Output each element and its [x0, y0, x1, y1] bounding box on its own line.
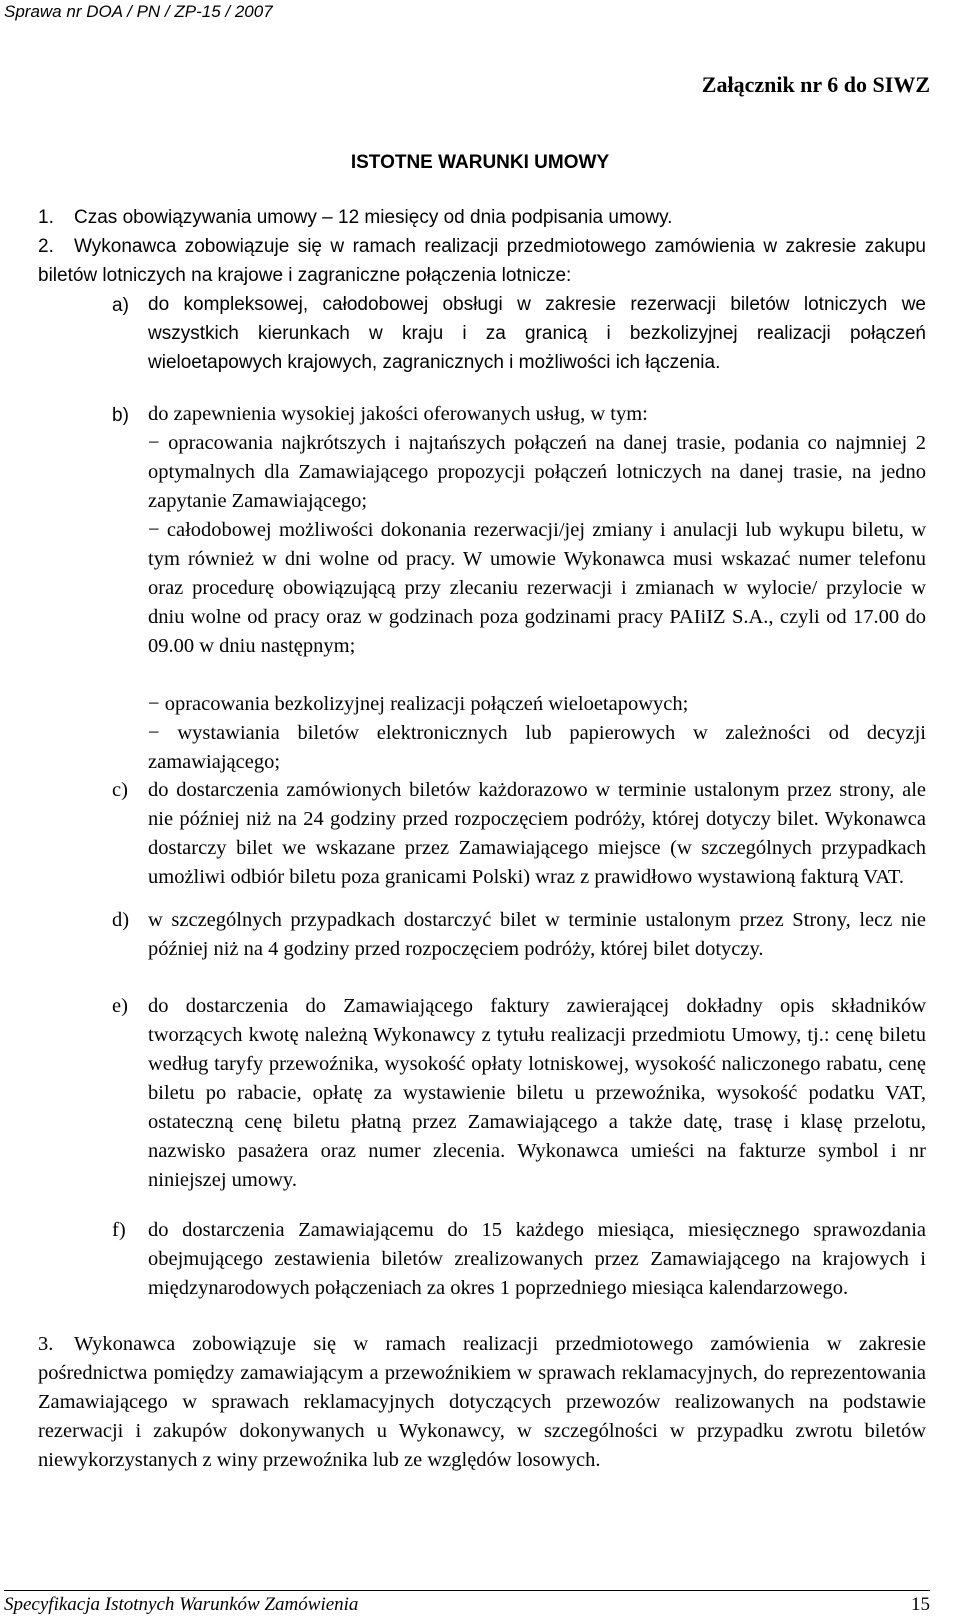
- item-e-label: e): [112, 995, 128, 1017]
- document-title: ISTOTNE WARUNKI UMOWY: [350, 152, 610, 173]
- section-2-number: 2.: [38, 236, 54, 257]
- bullet-2-text: całodobowej możliwości dokonania rezerwacji/jej zmiany i anulacji lub wykupu biletu, w tym również w dni wolne od pracy. W umowie Wykonawca musi wskazać numer telefonu oraz procedurę obowiązującą przy zlecaniu rezerwacji i zmianach w wylocie/ przylocie w dniu wolne od pracy oraz w godzinach poza godzinami pracy PAIiIZ S.A., czyli od 17.00 do 09.00 w dniu następnym;: [148, 519, 927, 657]
- dash-marker: −: [148, 432, 160, 454]
- item-b-label: b): [112, 405, 129, 426]
- item-f-label: f): [112, 1219, 126, 1241]
- item-b-intro: do zapewnienia wysokiej jakości oferowanych usług, w tym:: [148, 403, 648, 425]
- item-b-bullet-2: [148, 516, 926, 661]
- footer-page-number: 15: [911, 1594, 930, 1615]
- item-e-text: do dostarczenia do Zamawiającego faktury zawierającej dokładny opis składników tworzących kwotę należną Wykonawcy z tytułu realizacji przedmiotu Umowy, tj.: cenę biletu według taryfy przewoźnika, wysokość opłaty lotniskowej, wysokość naliczonego rabatu, cenę biletu po rabacie, opłatę za wystawienie biletu u przewoźnika, wysokość podatku VAT, ostateczną cenę biletu płatną przez Zamawiającego a także datę, trasę i klasę przelotu, nazwisko pasażera oraz numer zlecenia. Wykonawca umieści na fakturze symbol i nr niniejszej umowy.: [148, 995, 926, 1191]
- footer-document-name: Specyfikacja Istotnych Warunków Zamówienia: [4, 1594, 359, 1615]
- item-b-bullet-4: [148, 719, 926, 777]
- item-a-text: do kompleksowej, całodobowej obsługi w zakresie rezerwacji biletów lotniczych we wszystkich kierunkach w kraju i za granicą i bezkolizyjnej realizacji połączeń wieloetapowych krajowych, zagranicznych i możliwości ich łączenia.: [148, 294, 926, 373]
- annex-heading: Załącznik nr 6 do SIWZ: [701, 72, 930, 97]
- document-header-reference: Sprawa nr DOA / PN / ZP-15 / 2007: [4, 2, 273, 21]
- item-d-text: w szczególnych przypadkach dostarczyć bilet w terminie ustalonym przez Strony, lecz nie później niż na 4 godziny przed rozpoczęciem podróży, której bilet dotyczy.: [148, 909, 926, 960]
- item-c-text: do dostarczenia zamówionych biletów każdorazowo w terminie ustalonym przez strony, ale nie później niż na 24 godziny przed rozpoczęciem podróży, której dotyczy bilet. Wykonawca dostarczy bilet we wskazane przez Zamawiającego miejsce (w szczególnych przypadkach umożliwi odbiór biletu poza granicami Polski) wraz z prawidłowo wystawioną fakturą VAT.: [148, 779, 926, 888]
- item-f-text: do dostarczenia Zamawiającemu do 15 każdego miesiąca, miesięcznego sprawozdania obejmującego zestawienia biletów zrealizowanych przez Zamawiającego na krajowych i międzynarodowych połączeniach za okres 1 poprzedniego miesiąca kalendarzowego.: [148, 1219, 926, 1299]
- item-c-label: c): [112, 779, 128, 801]
- bullet-3-text: opracowania bezkolizyjnej realizacji połączeń wieloetapowych;: [164, 693, 689, 715]
- section-3-text: Wykonawca zobowiązuje się w ramach realizacji przedmiotowego zamówienia w zakresie pośrednictwa pomiędzy zamawiającym a przewoźnikiem w sprawach reklamacyjnych, do reprezentowania Zamawiającego w sprawach reklamacyjnych dotyczących przewozów realizowanych na podstawie rezerwacji i zakupów dokonywanych u Wykonawcy, w szczególności w przypadku zwrotu biletów niewykorzystanych z winy przewoźnika lub ze względów losowych.: [38, 1333, 926, 1471]
- footer-divider: [4, 1590, 930, 1591]
- dash-marker: −: [148, 519, 160, 541]
- section-1-text: Czas obowiązywania umowy – 12 miesięcy od dnia podpisania umowy.: [74, 207, 673, 228]
- bullet-4-text: wystawiania biletów elektronicznych lub papierowych w zależności od decyzji zamawiającego;: [148, 722, 927, 773]
- dash-marker: −: [148, 722, 160, 744]
- section-2-intro: Wykonawca zobowiązuje się w ramach realizacji przedmiotowego zamówienia w zakresie zakupu biletów lotniczych na krajowe i zagraniczne połączenia lotnicze:: [38, 236, 926, 286]
- item-b-bullet-1: [148, 429, 926, 516]
- item-b-bullet-3: [148, 690, 926, 719]
- item-a-label: a): [112, 295, 129, 316]
- section-1-number: 1.: [38, 207, 54, 228]
- section-3-number: 3.: [38, 1333, 54, 1355]
- item-d-label: d): [112, 909, 130, 931]
- bullet-1-text: opracowania najkrótszych i najtańszych połączeń na danej trasie, podania co najmniej 2 optymalnych dla Zamawiającego propozycji połączeń lotniczych na danej trasie, na jedno zapytanie Zamawiającego;: [148, 432, 926, 512]
- dash-marker: −: [148, 693, 160, 715]
